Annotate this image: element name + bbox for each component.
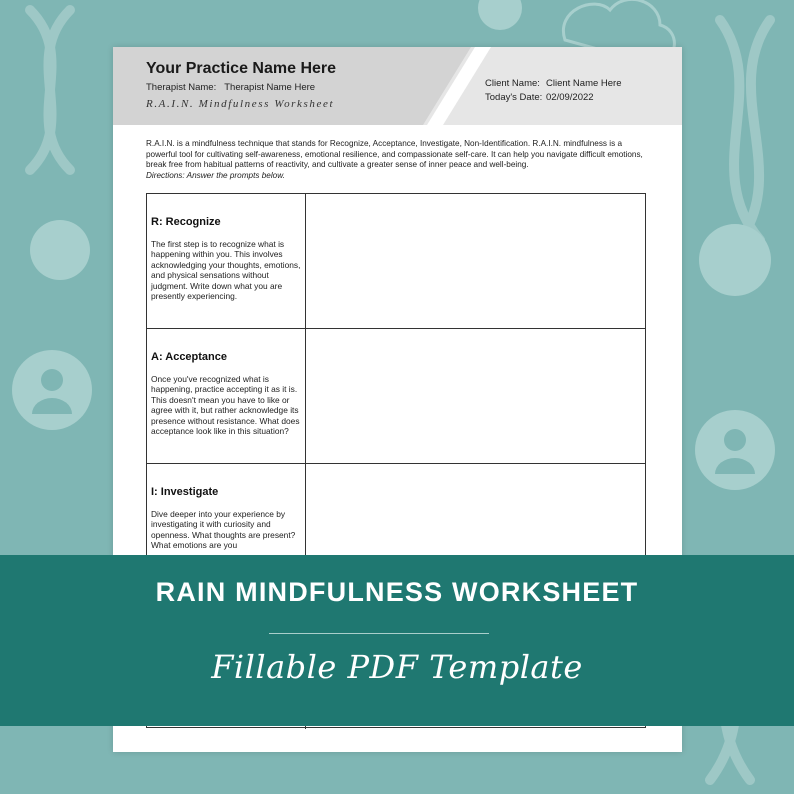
prompt-row-acceptance (147, 329, 645, 464)
worksheet-title: R.A.I.N. Mindfulness Worksheet (146, 98, 335, 110)
prompt-body: Dive deeper into your experience by investigating it with curiosity and openness. What thoughts are present? What emotions are you (151, 509, 296, 551)
date-field[interactable]: 02/09/2022 (546, 92, 594, 103)
therapist-line (146, 82, 315, 93)
banner-subtitle: Fillable PDF Template (211, 648, 583, 686)
directions-text: Directions: Answer the prompts below. (146, 170, 285, 180)
answer-field-acceptance[interactable] (306, 329, 645, 463)
dna-helix-icon (30, 10, 70, 170)
person-circle-icon (695, 410, 775, 490)
dna-helix-icon (720, 20, 760, 240)
client-name-label: Client Name: (485, 78, 540, 89)
therapist-name-field[interactable]: Therapist Name Here (224, 82, 316, 93)
intro-text: R.A.I.N. is a mindfulness technique that stands for Recognize, Acceptance, Investigate, Non-Identification. R.A.I.N. mindfulness is a powerful tool for cultivating self-awareness, emotional resilience, and compassionate self-care. It can help you navigate difficult emotions, break free from habitual patterns of reactivity, and cultivate a greater sense of inner peace and well-being. (146, 139, 643, 170)
promo-banner (0, 555, 794, 726)
date-label: Today's Date: (485, 92, 543, 103)
prompt-cell (147, 194, 306, 328)
prompt-title: R: Recognize (151, 216, 221, 228)
answer-field-recognize[interactable] (306, 194, 645, 328)
prompt-row-recognize (147, 194, 645, 329)
practice-name[interactable]: Your Practice Name Here (146, 60, 337, 77)
prompt-cell (147, 329, 306, 463)
prompt-title: I: Investigate (151, 486, 219, 498)
person-circle-icon (12, 350, 92, 430)
intro-paragraph (146, 139, 651, 181)
client-name-field[interactable]: Client Name Here (546, 78, 622, 89)
prompt-body: The first step is to recognize what is happening within you. This involves acknowledging your thoughts, emotions, and physical sensations without judgment. Write down what you are presently experiencing. (151, 239, 301, 302)
prompt-body: Once you've recognized what is happening, practice accepting it as it is. This doesn't mean you have to like or agree with it, but rather acknowledge its presence without resistance. What does acceptance look like in this situation? (151, 374, 300, 437)
therapist-label: Therapist Name: (146, 82, 217, 93)
client-info (485, 77, 622, 105)
banner-title: RAIN MINDFULNESS WORKSHEET (155, 577, 639, 607)
prompt-title: A: Acceptance (151, 351, 228, 363)
banner-divider (269, 633, 489, 634)
